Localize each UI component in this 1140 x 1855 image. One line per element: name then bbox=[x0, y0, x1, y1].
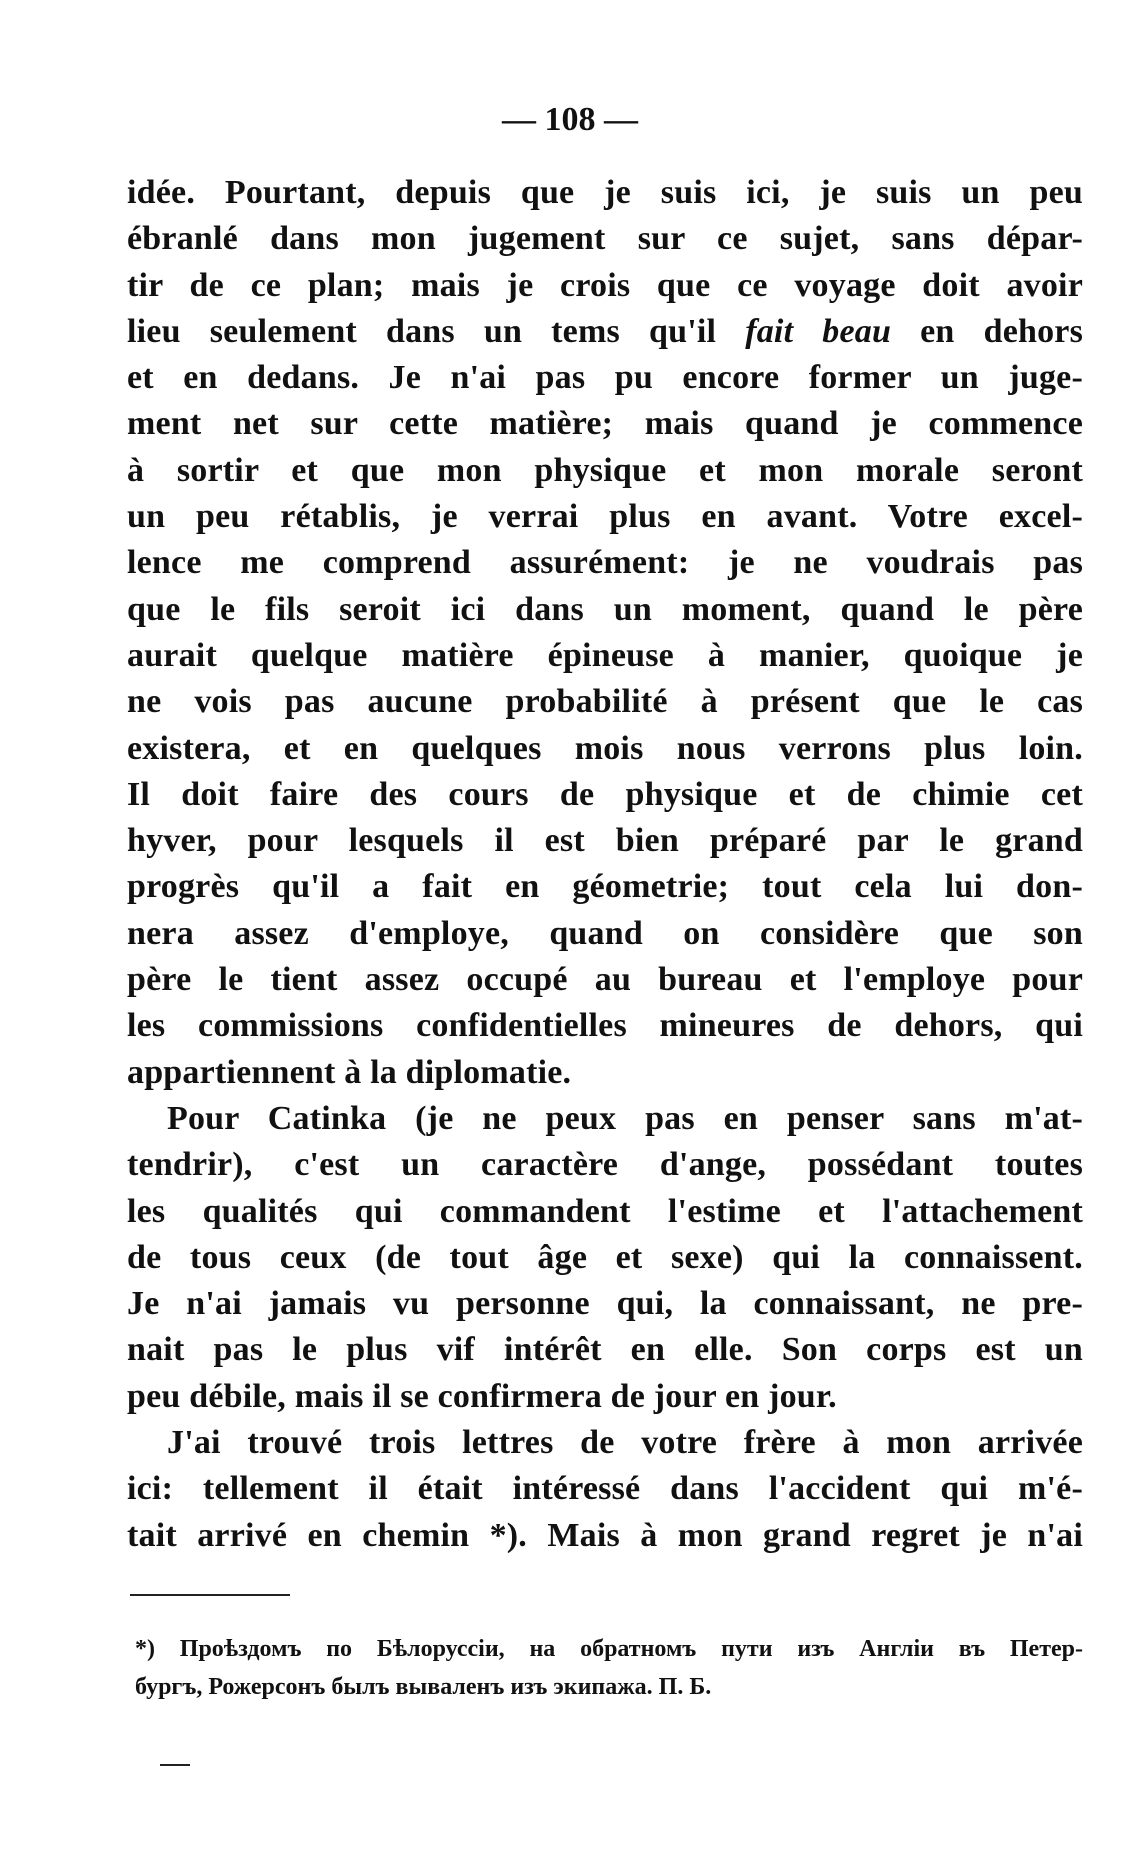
text-line: nait pas le plus vif intérêt en elle. Son corps est un bbox=[127, 1331, 1083, 1369]
text-line: tendrir), c'est un caractère d'ange, possédant toutes bbox=[127, 1146, 1083, 1184]
paragraph-start-line: Pour Catinka (je ne peux pas en penser sans m'at- bbox=[167, 1099, 1083, 1137]
text-line: tait arrivé en chemin *). Mais à mon grand regret je n'ai bbox=[127, 1516, 1083, 1554]
paragraph-start-line: J'ai trouvé trois lettres de votre frère à mon arrivée bbox=[167, 1424, 1083, 1462]
text-line: Je n'ai jamais vu personne qui, la connaissant, ne pre- bbox=[127, 1285, 1083, 1323]
text-line: aurait quelque matière épineuse à manier, quoique je bbox=[127, 636, 1083, 674]
text-line: ment net sur cette matière; mais quand je commence bbox=[127, 405, 1083, 443]
text-line: à sortir et que mon physique et mon morale seront bbox=[127, 451, 1083, 489]
footnote-divider bbox=[130, 1594, 290, 1596]
text-line: les commissions confidentielles mineures de dehors, qui bbox=[127, 1007, 1083, 1045]
text-line: existera, et en quelques mois nous verrons plus loin. bbox=[127, 729, 1083, 767]
text-line: et en dedans. Je n'ai pas pu encore former un juge- bbox=[127, 359, 1083, 397]
text-line: ici: tellement il était intéressé dans l'accident qui m'é- bbox=[127, 1470, 1083, 1508]
body-text bbox=[127, 170, 1083, 1559]
paragraph-end-line: appartiennent à la diplomatie. bbox=[127, 1053, 572, 1091]
text-line-start: lieu seulement dans un tems qu'il bbox=[127, 312, 717, 350]
text-line: progrès qu'il a fait en géometrie; tout cela lui don- bbox=[127, 868, 1083, 906]
text-line: Il doit faire des cours de physique et de chimie cet bbox=[127, 775, 1083, 813]
footnote-line: бургъ, Рожерсонъ былъ вываленъ изъ экипажа. П. Б. bbox=[135, 1674, 712, 1700]
text-line: un peu rétablis, je verrai plus en avant. Votre excel- bbox=[127, 498, 1083, 536]
text-line: que le fils seroit ici dans un moment, quand le père bbox=[127, 590, 1083, 628]
footnote bbox=[135, 1630, 1083, 1706]
text-line: lence me comprend assurément: je ne voudrais pas bbox=[127, 544, 1083, 582]
text-line: père le tient assez occupé au bureau et l'employe pour bbox=[127, 961, 1083, 999]
text-line: les qualités qui commandent l'estime et l'attachement bbox=[127, 1192, 1083, 1230]
italic-phrase: fait beau bbox=[745, 312, 892, 350]
text-line-end: en dehors bbox=[920, 312, 1084, 350]
paragraph-end-line: peu débile, mais il se confirmera de jour en jour. bbox=[127, 1377, 837, 1415]
page-number: — 108 — bbox=[502, 101, 638, 138]
text-line: hyver, pour lesquels il est bien préparé par le grand bbox=[127, 822, 1083, 860]
bottom-rule bbox=[160, 1764, 190, 1766]
text-line: idée. Pourtant, depuis que je suis ici, je suis un peu bbox=[127, 174, 1083, 211]
text-line: tir de ce plan; mais je crois que ce voyage doit avoir bbox=[127, 266, 1083, 304]
text-line: de tous ceux (de tout âge et sexe) qui la connaissent. bbox=[127, 1238, 1083, 1276]
text-line: ébranlé dans mon jugement sur ce sujet, sans dépar- bbox=[127, 220, 1083, 258]
footnote-line: *) Проѣздомъ по Бѣлоруссіи, на обратномъ пути изъ Англіи въ Петер- bbox=[135, 1636, 1083, 1662]
text-line: ne vois pas aucune probabilité à présent que le cas bbox=[127, 683, 1083, 721]
text-line-with-italic bbox=[127, 309, 1083, 355]
text-line: nera assez d'employe, quand on considère que son bbox=[127, 914, 1083, 952]
